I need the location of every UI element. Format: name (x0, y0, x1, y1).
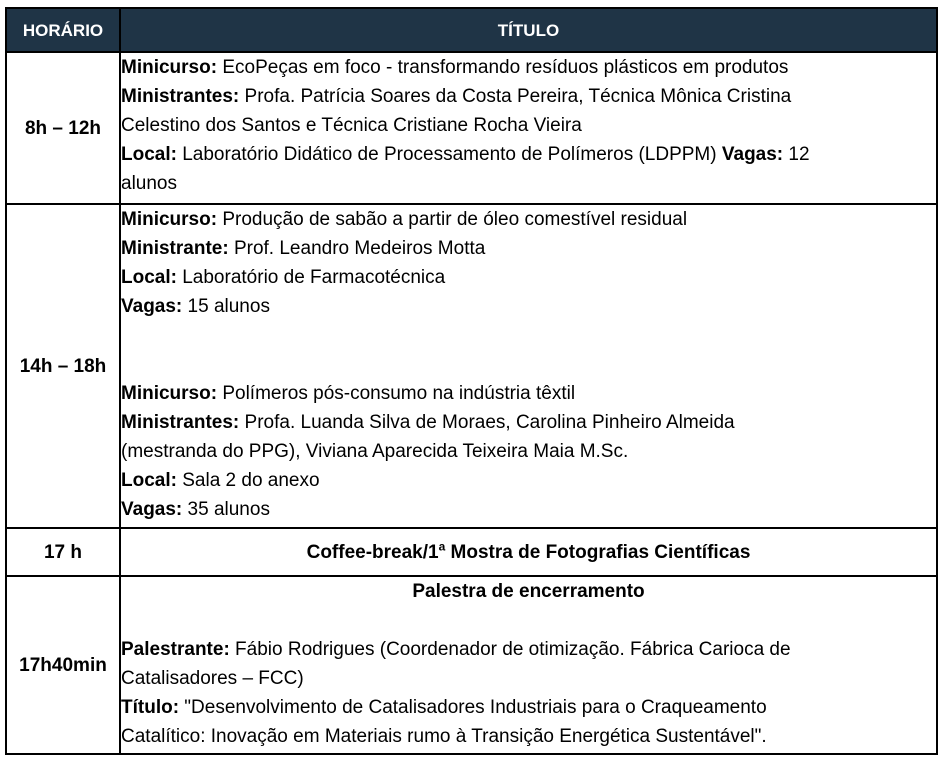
location-line (121, 263, 936, 292)
header-title: TÍTULO (120, 8, 937, 52)
seats-text: 35 alunos (182, 499, 270, 520)
table-row (6, 204, 937, 528)
talk-title-text: "Desenvolvimento de Catalisadores Industriais para o Craqueamento (179, 697, 767, 718)
seats-line (121, 495, 936, 524)
location-text: Laboratório Didático de Processamento de Polímeros (LDPPM) (176, 144, 722, 165)
instructors-label: Ministrantes: (121, 86, 240, 107)
row-time: 17 h (6, 528, 120, 576)
instructor-line (121, 234, 936, 263)
seats-label: Vagas: (721, 144, 784, 165)
instructors-line (121, 82, 936, 111)
instructors-label: Ministrantes: (121, 412, 240, 433)
row-time: 8h – 12h (6, 52, 120, 204)
course-line (121, 53, 936, 82)
table-row (6, 528, 937, 576)
talk-title-line-cont: Catalítico: Inovação em Materiais rumo à Transição Energética Sustentável". (121, 726, 767, 747)
course-title: EcoPeças em foco - transformando resíduos plásticos em produtos (217, 57, 789, 78)
course-line (121, 379, 936, 408)
instructors-line-cont: (mestranda do PPG), Viviana Aparecida Teixeira Maia M.Sc. (121, 441, 629, 462)
instructors-line-cont: Celestino dos Santos e Técnica Cristiane Rocha Vieira (121, 115, 582, 136)
header-time: HORÁRIO (6, 8, 120, 52)
course-title: Produção de sabão a partir de óleo comestível residual (217, 209, 688, 230)
seats-label: Vagas: (121, 499, 183, 520)
location-text: Sala 2 do anexo (176, 470, 320, 491)
seats-text: 12 (783, 144, 810, 165)
location-label: Local: (121, 144, 177, 165)
seats-line-cont: alunos (121, 173, 177, 194)
course-label: Minicurso: (121, 383, 218, 404)
instructors-line (121, 408, 936, 437)
row-time: 17h40min (6, 576, 120, 754)
speaker-text: Fábio Rodrigues (Coordenador de otimização. Fábrica Carioca de (229, 639, 791, 660)
talk-title-line (121, 693, 936, 722)
location-line (121, 140, 936, 169)
row-content (120, 204, 937, 528)
seats-text: 15 alunos (182, 296, 270, 317)
event-title-superscript: a (438, 539, 446, 554)
row-content (120, 528, 937, 576)
spacer (121, 321, 936, 379)
table-row (6, 52, 937, 204)
seats-line (121, 292, 936, 321)
instructor-label: Ministrante: (121, 238, 229, 259)
seats-label: Vagas: (121, 296, 183, 317)
spacer (121, 606, 936, 635)
row-time: 14h – 18h (6, 204, 120, 528)
row-content (120, 576, 937, 754)
course-line (121, 205, 936, 234)
location-line (121, 466, 936, 495)
speaker-line-cont: Catalisadores – FCC) (121, 668, 304, 689)
instructors-text: Profa. Patrícia Soares da Costa Pereira, Técnica Mônica Cristina (239, 86, 792, 107)
event-title-part: Coffee-break/1 (306, 541, 439, 563)
location-label: Local: (121, 267, 177, 288)
event-title-part: Mostra de Fotografias Científicas (445, 541, 751, 563)
course-label: Minicurso: (121, 57, 218, 78)
course-title: Polímeros pós-consumo na indústria têxtil (217, 383, 576, 404)
table-header-row (6, 8, 937, 52)
talk-title-label: Título: (121, 697, 180, 718)
speaker-line (121, 635, 936, 664)
schedule-table (5, 7, 938, 755)
table-row (6, 576, 937, 754)
row-content (120, 52, 937, 204)
instructors-text: Profa. Luanda Silva de Moraes, Carolina Pinheiro Almeida (239, 412, 735, 433)
location-text: Laboratório de Farmacotécnica (176, 267, 446, 288)
instructor-text: Prof. Leandro Medeiros Motta (228, 238, 486, 259)
course-label: Minicurso: (121, 209, 218, 230)
location-label: Local: (121, 470, 177, 491)
speaker-label: Palestrante: (121, 639, 230, 660)
event-title (121, 538, 936, 567)
talk-heading: Palestra de encerramento (412, 581, 645, 602)
